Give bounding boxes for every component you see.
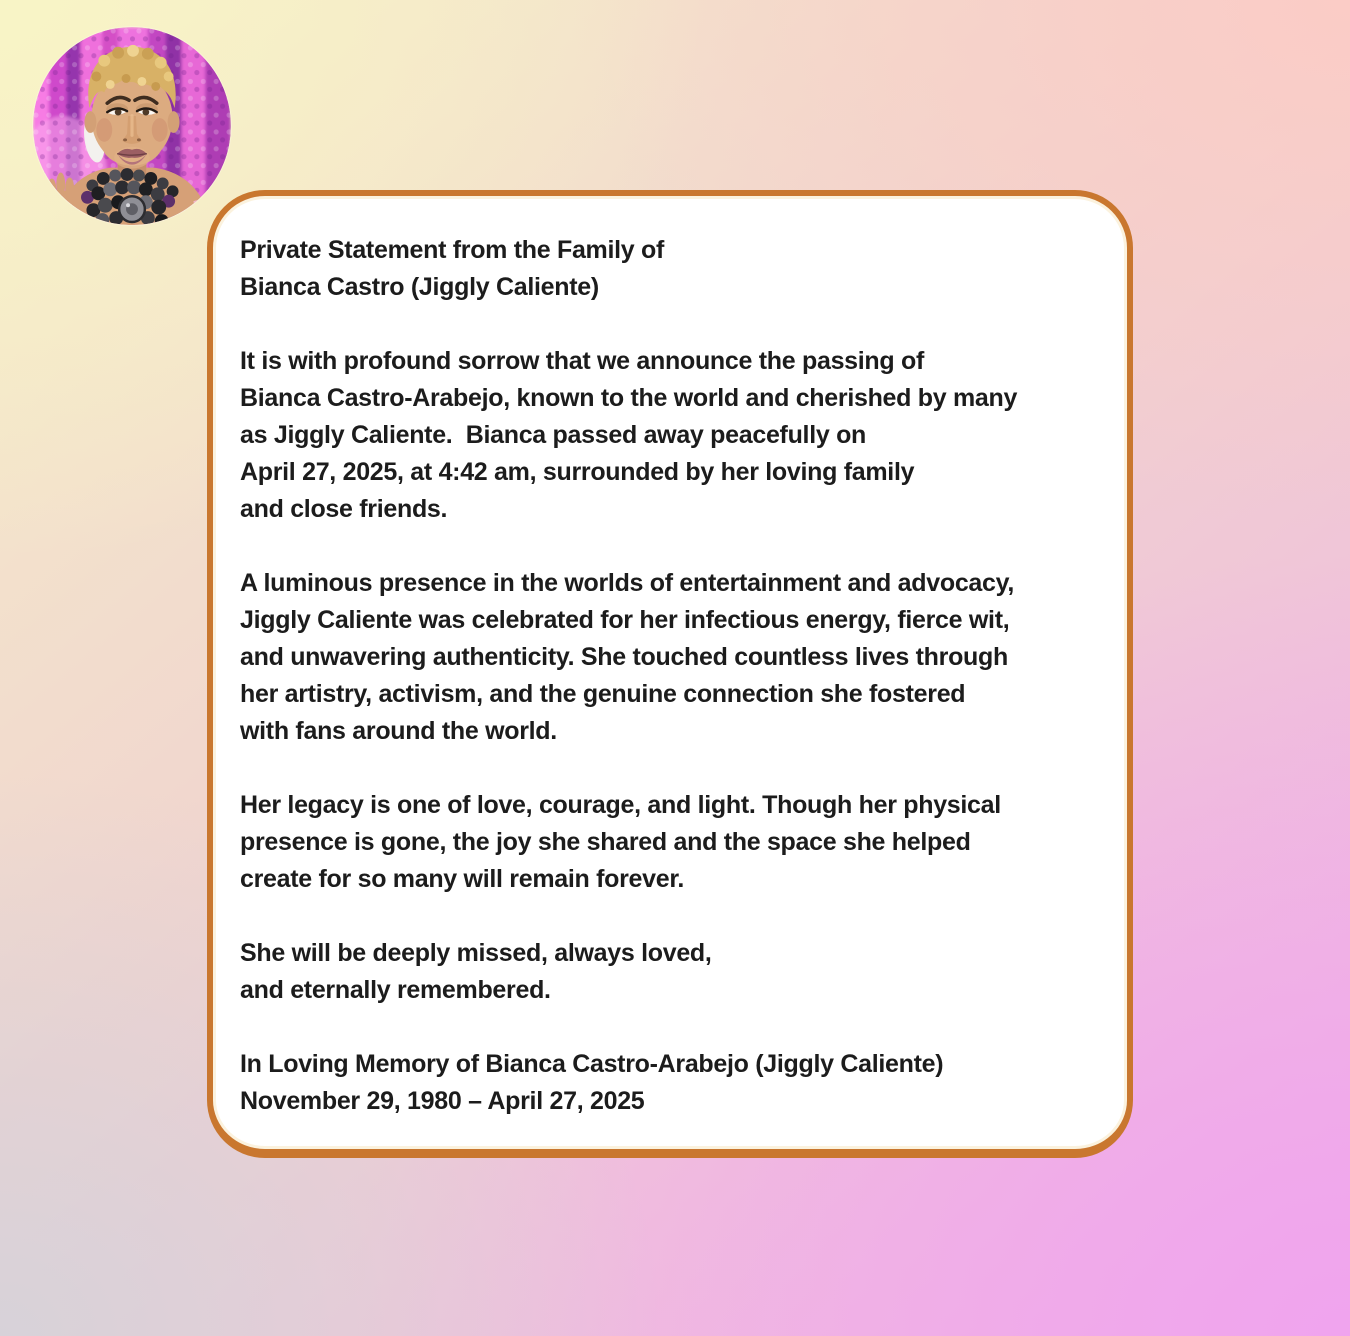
body-line: as Jiggly Caliente. Bianca passed away peacefully on	[240, 421, 867, 449]
body-line: and eternally remembered.	[240, 976, 551, 1004]
body-line: and unwavering authenticity. She touched countless lives through	[240, 643, 1008, 671]
heading-line: Bianca Castro (Jiggly Caliente)	[240, 273, 599, 301]
body-line: Her legacy is one of love, courage, and light. Though her physical	[240, 791, 1001, 819]
avatar	[33, 27, 231, 225]
body-line: She will be deeply missed, always loved,	[240, 939, 712, 967]
body-line: April 27, 2025, at 4:42 am, surrounded by her loving family	[240, 458, 915, 486]
jiggly-caliente-portrait-illustration	[33, 27, 231, 225]
statement-paragraph-farewell	[240, 935, 1111, 1009]
body-line: A luminous presence in the worlds of entertainment and advocacy,	[240, 569, 1015, 597]
garment-left	[41, 199, 71, 225]
body-line: create for so many will remain forever.	[240, 865, 685, 893]
hand	[45, 173, 75, 225]
dates-line: November 29, 1980 – April 27, 2025	[240, 1087, 645, 1115]
body-line: with fans around the world.	[240, 717, 557, 745]
statement-paragraph-announcement	[240, 343, 1111, 528]
heading-line: Private Statement from the Family of	[240, 236, 665, 264]
body-line: It is with profound sorrow that we announce the passing of	[240, 347, 925, 375]
body-line: and close friends.	[240, 495, 448, 523]
statement-card	[207, 190, 1133, 1158]
statement-paragraph-legacy	[240, 787, 1111, 898]
statement-paragraph-tribute	[240, 565, 1111, 750]
statement-heading	[240, 232, 1111, 306]
body-line: her artistry, activism, and the genuine connection she fostered	[240, 680, 966, 708]
body-line: presence is gone, the joy she shared and the space she helped	[240, 828, 971, 856]
memorial-line: In Loving Memory of Bianca Castro-Arabejo (Jiggly Caliente)	[240, 1050, 944, 1078]
statement-memorial-dates	[240, 1046, 1111, 1120]
body-line: Jiggly Caliente was celebrated for her infectious energy, fierce wit,	[240, 606, 1010, 634]
body-line: Bianca Castro-Arabejo, known to the world and cherished by many	[240, 384, 1018, 412]
